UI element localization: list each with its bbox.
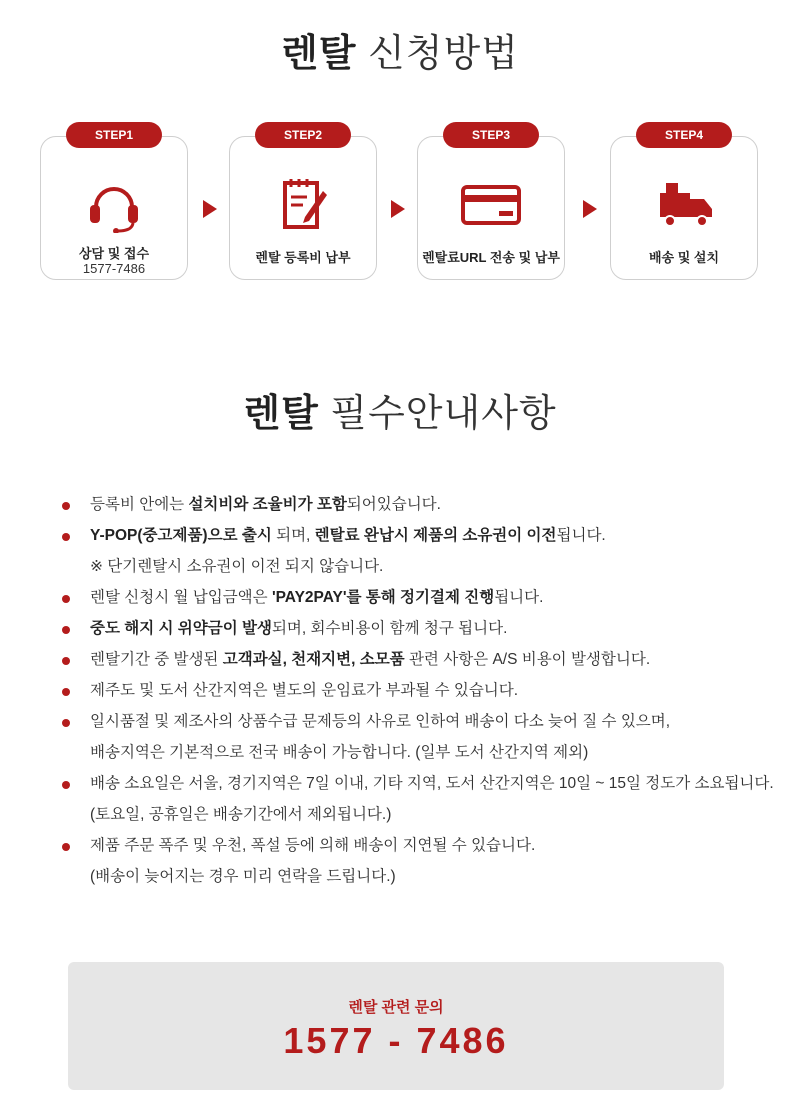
step-badge: STEP4 xyxy=(636,122,732,148)
bullet-icon xyxy=(62,502,70,510)
delivery-truck-icon xyxy=(652,177,716,233)
notice-text-line2: 배송지역은 기본적으로 전국 배송이 가능합니다. (일부 도서 산간지역 제외) xyxy=(90,744,589,761)
credit-card-icon xyxy=(459,177,523,233)
notice-emphasis: 중도 해지 시 위약금이 발생 xyxy=(90,620,272,637)
notice-item xyxy=(62,587,792,609)
notice-text: 제주도 및 도서 산간지역은 별도의 운임료가 부과될 수 있습니다. xyxy=(90,682,519,699)
step-badge: STEP3 xyxy=(443,122,539,148)
bullet-icon xyxy=(62,781,70,789)
notice-item xyxy=(62,494,792,516)
bullet-icon xyxy=(62,688,70,696)
notice-text: 렌탈 신청시 월 납입금액은 xyxy=(90,589,272,606)
section-title-notices xyxy=(0,382,800,437)
notice-text: 렌탈기간 중 발생된 xyxy=(90,651,223,668)
contact-label: 렌탈 관련 문의 xyxy=(348,999,444,1016)
contact-phone-link[interactable]: 1577 - 7486 xyxy=(283,1020,509,1061)
arrow-right-icon xyxy=(203,200,217,218)
step-card-2 xyxy=(229,128,377,280)
step-label: 렌탈료URL 전송 및 납부 xyxy=(422,250,560,265)
notice-text: 관련 사항은 A/S 비용이 발생합니다. xyxy=(404,651,651,668)
notice-text: 되어있습니다. xyxy=(346,496,441,513)
notice-item xyxy=(62,711,792,764)
step-card-1 xyxy=(40,128,188,280)
notice-note xyxy=(62,556,792,578)
notice-text: 되며, 회수비용이 함께 청구 됩니다. xyxy=(271,620,508,637)
step-label: 렌탈 등록비 납부 xyxy=(255,250,351,265)
notice-emphasis: 고객과실, 천재지변, 소모품 xyxy=(222,651,405,668)
notice-text: 일시품절 및 제조사의 상품수급 문제등의 사유로 인하여 배송이 다소 늦어 질 수 있으며, xyxy=(90,713,671,730)
notice-emphasis: 설치비와 조율비가 포함 xyxy=(188,496,347,513)
headset-icon xyxy=(82,177,146,233)
step-label: 상담 및 접수 xyxy=(78,246,149,261)
arrow-right-icon xyxy=(391,200,405,218)
title-light: 신청방법 xyxy=(368,33,519,75)
bullet-icon xyxy=(62,843,70,851)
bullet-icon xyxy=(62,626,70,634)
notice-text: 됩니다. xyxy=(494,589,544,606)
arrow-right-icon xyxy=(583,200,597,218)
step-phone: 1577-7486 xyxy=(82,261,146,276)
notice-emphasis: 'PAY2PAY'를 통해 정기결제 진행 xyxy=(271,589,495,606)
notice-text: 배송 소요일은 서울, 경기지역은 7일 이내, 기타 지역, 도서 산간지역은 10일 ~ 15일 정도가 소요됩니다. xyxy=(90,775,774,792)
notice-text: 제품 주문 폭주 및 우천, 폭설 등에 의해 배송이 지연될 수 있습니다. xyxy=(90,837,536,854)
step-card-4 xyxy=(610,128,758,280)
title-strong: 렌탈 xyxy=(243,393,319,435)
bullet-icon xyxy=(62,533,70,541)
notice-item xyxy=(62,618,792,640)
step-card-3 xyxy=(417,128,565,280)
notice-item xyxy=(62,835,792,888)
notice-text: 되며, xyxy=(271,527,315,544)
notice-item xyxy=(62,680,792,702)
title-strong: 렌탈 xyxy=(281,33,357,75)
notice-list xyxy=(62,494,792,897)
notice-text-line2: (배송이 늦어지는 경우 미리 연락을 드립니다.) xyxy=(90,868,396,885)
contact-box xyxy=(68,962,724,1090)
section-title-application xyxy=(0,22,800,77)
notice-text: 됩니다. xyxy=(556,527,606,544)
bullet-icon xyxy=(62,595,70,603)
notice-item xyxy=(62,773,792,826)
step-badge: STEP1 xyxy=(66,122,162,148)
notice-item xyxy=(62,525,792,547)
clipboard-pen-icon xyxy=(271,177,335,233)
notice-item xyxy=(62,649,792,671)
notice-text: 등록비 안에는 xyxy=(90,496,189,513)
step-label: 배송 및 설치 xyxy=(648,250,719,265)
step-badge: STEP2 xyxy=(255,122,351,148)
notice-text-line2: (토요일, 공휴일은 배송기간에서 제외됩니다.) xyxy=(90,806,392,823)
bullet-icon xyxy=(62,719,70,727)
notice-emphasis: 렌탈료 완납시 제품의 소유권이 이전 xyxy=(314,527,557,544)
notice-emphasis: Y-POP(중고제품)으로 출시 xyxy=(90,527,272,544)
notice-text: ※ 단기렌탈시 소유권이 이전 되지 않습니다. xyxy=(90,558,384,575)
bullet-icon xyxy=(62,657,70,665)
title-light: 필수안내사항 xyxy=(330,393,557,435)
